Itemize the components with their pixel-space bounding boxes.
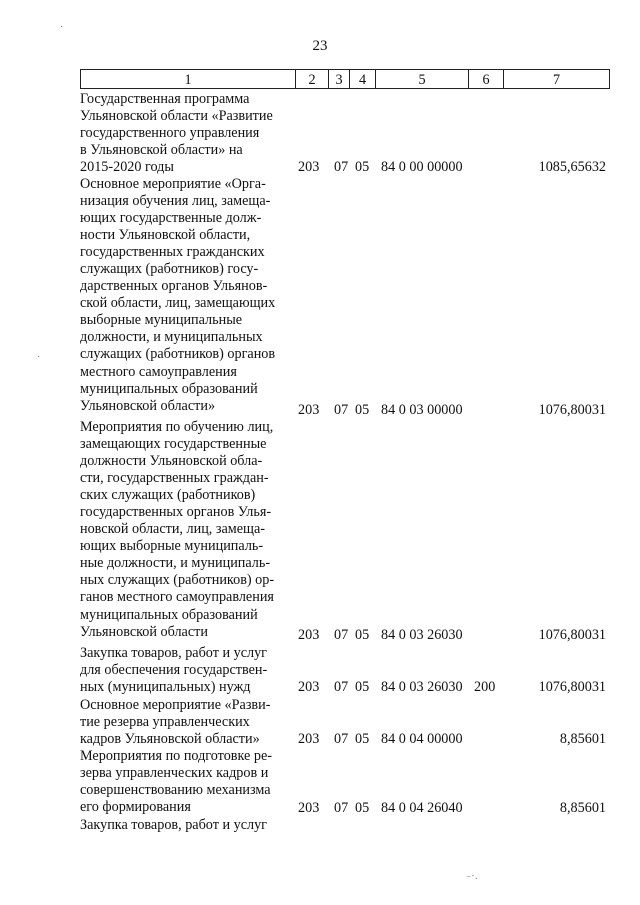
row-name: Основное мероприятие «Орга- низация обучения лиц, замеща- ющих государственные долж- ности Ульяновской области, государственных гражданских служащих (работников) госу- дарственных органов Ульянов- ской области, лиц, замещающих выборные муниципальные должности, и муниципальных служащих (работников) органов местного самоуправления муниципальных образований Ульяновской области» xyxy=(80,176,276,414)
header-col-6: 6 xyxy=(469,69,504,89)
row-podrazdel: 05 xyxy=(355,679,370,695)
row-csr: 84 0 03 26030 xyxy=(381,679,463,695)
row-grbs: 203 xyxy=(298,679,320,695)
header-col-7: 7 xyxy=(504,69,610,89)
row-razdel: 07 xyxy=(334,731,349,747)
row-podrazdel: 05 xyxy=(355,731,370,747)
row-podrazdel: 05 xyxy=(355,402,370,418)
row-sum: 1076,80031 xyxy=(538,627,606,643)
row-csr: 84 0 04 00000 xyxy=(381,731,463,747)
row-razdel: 07 xyxy=(334,800,349,816)
row-razdel: 07 xyxy=(334,679,349,695)
header-col-2: 2 xyxy=(296,69,329,89)
row-name: Закупка товаров, работ и услуг xyxy=(80,817,267,833)
row-csr: 84 0 03 00000 xyxy=(381,402,463,418)
header-col-4: 4 xyxy=(350,69,376,89)
row-grbs: 203 xyxy=(298,159,320,175)
page-number: 23 xyxy=(312,38,328,54)
row-sum: 1085,65632 xyxy=(538,159,606,175)
row-csr: 84 0 00 00000 xyxy=(381,159,463,175)
row-podrazdel: 05 xyxy=(355,800,370,816)
row-name: Мероприятия по подготовке ре- зерва управленческих кадров и совершенствованию механизма его формирования xyxy=(80,748,272,816)
scan-speck: · xyxy=(60,22,64,33)
row-grbs: 203 xyxy=(298,627,320,643)
row-csr: 84 0 04 26040 xyxy=(381,800,463,816)
header-col-1: 1 xyxy=(80,69,296,89)
row-razdel: 07 xyxy=(334,402,349,418)
header-col-5: 5 xyxy=(376,69,469,89)
row-razdel: 07 xyxy=(334,627,349,643)
row-razdel: 07 xyxy=(334,159,349,175)
header-col-3: 3 xyxy=(329,69,350,89)
row-podrazdel: 05 xyxy=(355,159,370,175)
row-sum: 8,85601 xyxy=(559,800,606,816)
row-sum: 8,85601 xyxy=(559,731,606,747)
scan-speck: · xyxy=(37,352,41,363)
row-csr: 84 0 03 26030 xyxy=(381,627,463,643)
row-name: Основное мероприятие «Разви- тие резерва управленческих кадров Ульяновской области» xyxy=(80,697,271,748)
row-sum: 1076,80031 xyxy=(538,402,606,418)
row-podrazdel: 05 xyxy=(355,627,370,643)
row-name: Государственная программа Ульяновской области «Развитие государственного управления в Ульяновской области» на 2015-2020 годы xyxy=(80,91,273,176)
row-grbs: 203 xyxy=(298,402,320,418)
row-grbs: 203 xyxy=(298,731,320,747)
row-name: Мероприятия по обучению лиц, замещающих государственные должности Ульяновской обла- сти, государственных граждан- ских служащих (работников) государственных органов Улья- новской области, лиц, замеща- ющих выборные муниципаль- ные должности, и муниципаль- ных служащих (работников) ор- ганов местного самоуправления муниципальных образований Ульяновской области xyxy=(80,419,275,640)
row-vr: 200 xyxy=(474,679,496,695)
scan-speck: ⁻˙· xyxy=(466,874,478,885)
row-grbs: 203 xyxy=(298,800,320,816)
row-sum: 1076,80031 xyxy=(538,679,606,695)
row-name: Закупка товаров, работ и услуг для обеспечения государствен- ных (муниципальных) нужд xyxy=(80,645,268,696)
